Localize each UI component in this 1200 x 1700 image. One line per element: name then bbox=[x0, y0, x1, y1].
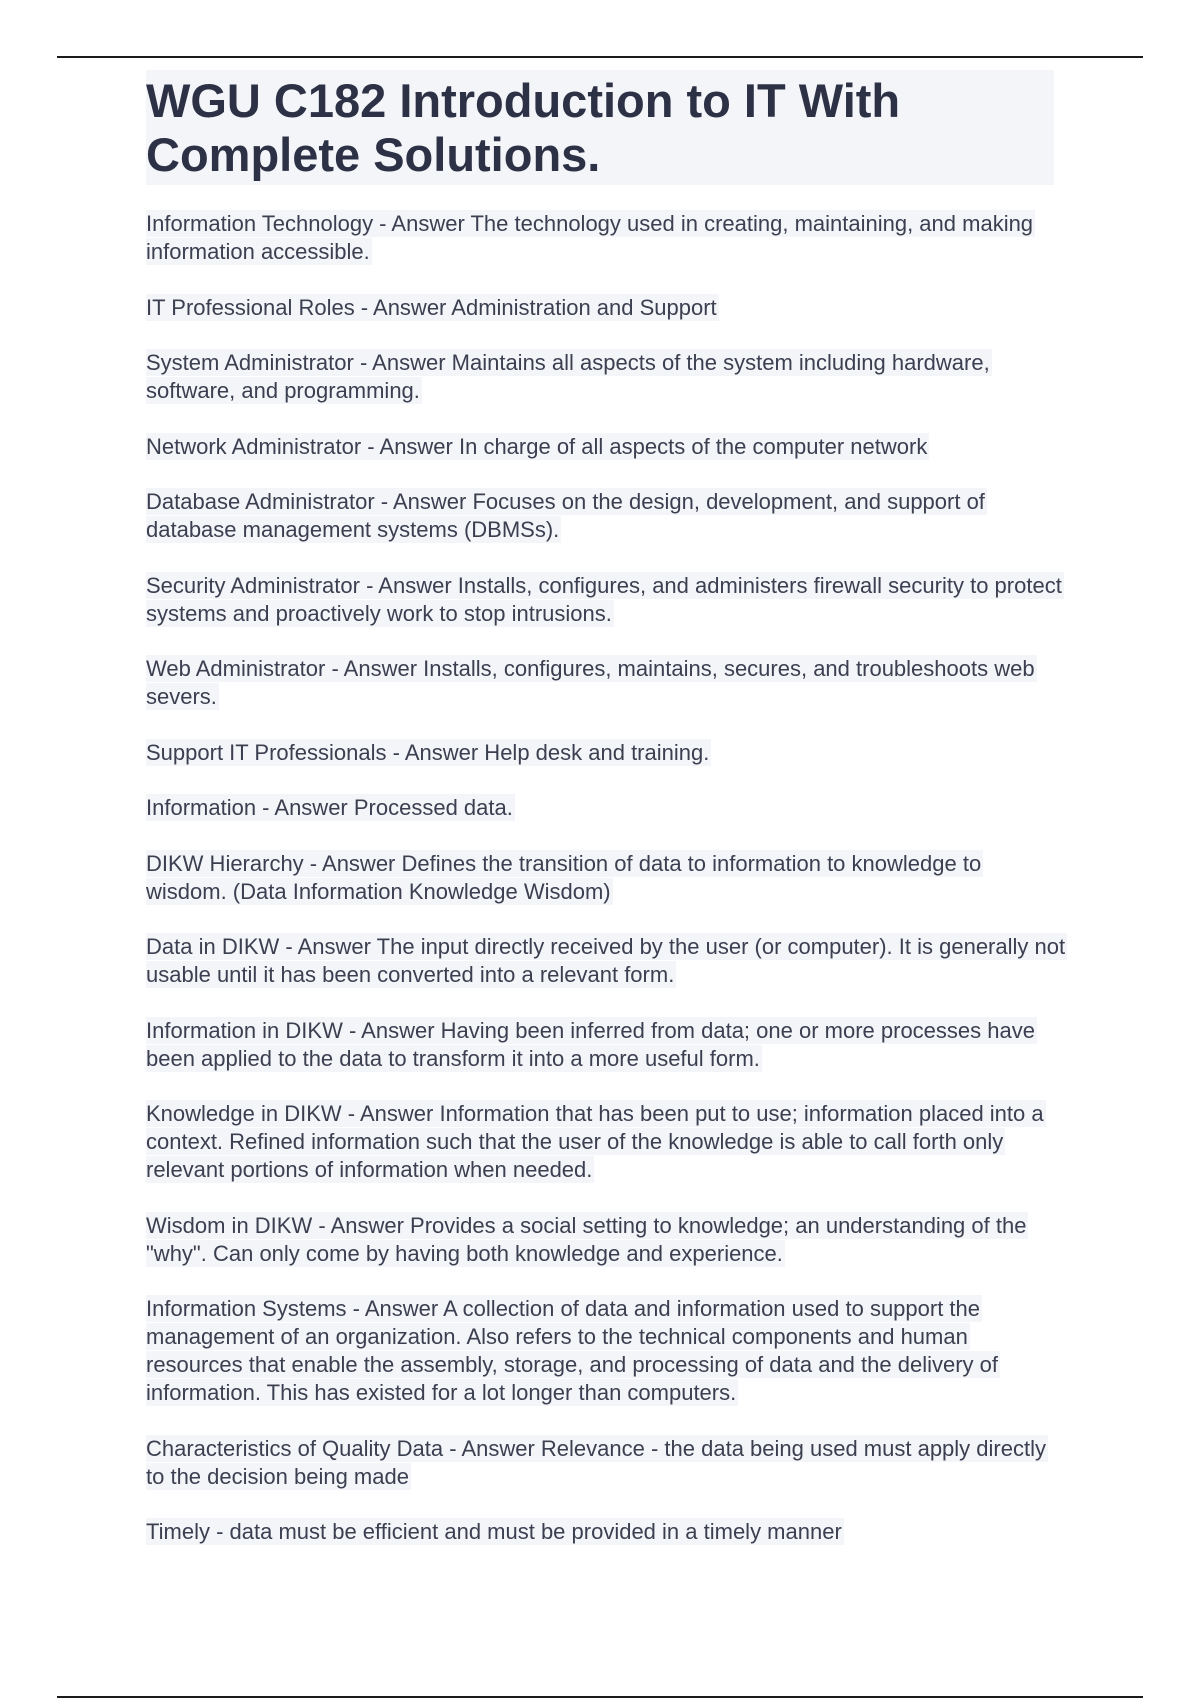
qa-entry-text: Knowledge in DIKW - Answer Information that has been put to use; information placed into a context. Refined information such that the user of the knowledge is able to call forth only relevant portions of information when needed. bbox=[146, 1101, 1044, 1182]
qa-entry-network-administrator bbox=[146, 433, 1066, 461]
qa-entry-security-administrator bbox=[146, 572, 1066, 628]
qa-entry-quality-data bbox=[146, 1435, 1066, 1491]
qa-entry-database-administrator bbox=[146, 488, 1066, 544]
qa-entry-text: Web Administrator - Answer Installs, configures, maintains, secures, and troubleshoots web severs. bbox=[146, 656, 1035, 709]
qa-entry-text: IT Professional Roles - Answer Administration and Support bbox=[146, 294, 717, 320]
qa-entry-it-professional-roles bbox=[146, 294, 1066, 322]
bottom-rule bbox=[57, 1696, 1143, 1698]
qa-entry-text: DIKW Hierarchy - Answer Defines the transition of data to information to knowledge to wisdom. (Data Information Knowledge Wisdom) bbox=[146, 850, 982, 904]
qa-entry-text: Data in DIKW - Answer The input directly received by the user (or computer). It is generally not usable until it has been converted into a relevant form. bbox=[146, 934, 1066, 987]
qa-entry-text: Information Technology - Answer The technology used in creating, maintaining, and making information accessible. bbox=[146, 211, 1034, 264]
qa-entry-wisdom-in-dikw bbox=[146, 1212, 1066, 1268]
qa-list bbox=[146, 210, 1066, 1574]
qa-entry-data-in-dikw bbox=[146, 933, 1066, 989]
document-title: WGU C182 Introduction to IT With Complete Solutions. bbox=[146, 74, 901, 181]
qa-entry-information-systems bbox=[146, 1295, 1066, 1407]
qa-entry-information-technology bbox=[146, 210, 1066, 266]
qa-entry-knowledge-in-dikw bbox=[146, 1100, 1066, 1184]
qa-entry-text: Information in DIKW - Answer Having been inferred from data; one or more processes have been applied to the data to transform it into a more useful form. bbox=[146, 1017, 1035, 1071]
qa-entry-text: System Administrator - Answer Maintains all aspects of the system including hardware, software, and programming. bbox=[146, 350, 990, 403]
qa-entry-text: Security Administrator - Answer Installs, configures, and administers firewall security to protect systems and proactively work to stop intrusions. bbox=[146, 572, 1062, 626]
qa-entry-text: Characteristics of Quality Data - Answer Relevance - the data being used must apply directly to the decision being made bbox=[146, 1435, 1046, 1489]
qa-entry-support-it-professionals bbox=[146, 739, 1066, 767]
qa-entry-text: Information - Answer Processed data. bbox=[146, 795, 513, 820]
qa-entry-information bbox=[146, 794, 1066, 822]
qa-entry-text: Wisdom in DIKW - Answer Provides a social setting to knowledge; an understanding of the "why". Can only come by having both knowledge and experience. bbox=[146, 1212, 1027, 1266]
qa-entry-text: Database Administrator - Answer Focuses on the design, development, and support of database management systems (DBMSs). bbox=[146, 489, 985, 542]
qa-entry-text: Timely - data must be efficient and must be provided in a timely manner bbox=[146, 1519, 842, 1544]
qa-entry-timely bbox=[146, 1518, 1066, 1546]
qa-entry-information-in-dikw bbox=[146, 1017, 1066, 1073]
qa-entry-web-administrator bbox=[146, 655, 1066, 711]
qa-entry-text: Information Systems - Answer A collection of data and information used to support the management of an organization. Also refers to the technical components and human resources that enable the assembly, storage, and processing of data and the delivery of information. This has existed for a lot longer than computers. bbox=[146, 1296, 998, 1405]
qa-entry-dikw-hierarchy bbox=[146, 850, 1066, 906]
top-rule bbox=[57, 56, 1143, 58]
qa-entry-text: Network Administrator - Answer In charge of all aspects of the computer network bbox=[146, 433, 928, 459]
qa-entry-system-administrator bbox=[146, 349, 1066, 405]
qa-entry-text: Support IT Professionals - Answer Help desk and training. bbox=[146, 739, 710, 765]
